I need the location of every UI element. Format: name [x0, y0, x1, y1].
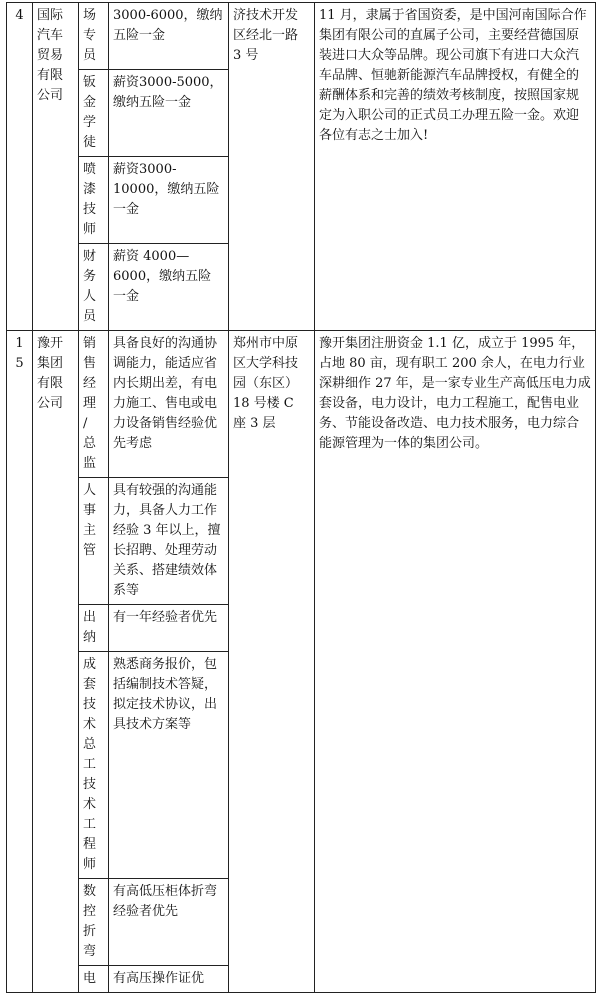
company-description: 11 月，隶属于省国资委，是中国河南国际合作集团有限公司的直属子公司，主要经营德国原装进口大众等品牌。现公司旗下有进口大众汽车品牌、恒驰新能源汽车品牌授权，有健全的薪酬体系和完善的绩效考核制度，按照国家规定为入职公司的正式员工办理五险一金。欢迎各位有志之士加入! — [315, 3, 596, 331]
position-title: 电 — [79, 966, 109, 993]
table-row — [7, 331, 596, 478]
row-number: 4 — [7, 3, 33, 331]
recruitment-table — [6, 2, 596, 993]
position-title: 人事主管 — [79, 478, 109, 605]
position-requirement: 具有较强的沟通能力，具备人力工作经验 3 年以上，擅长招聘、处理劳动关系、搭建绩效体系等 — [109, 478, 229, 605]
company-address: 郑州市中原区大学科技园（东区）18 号楼 C 座 3 层 — [229, 331, 315, 993]
position-title: 出纳 — [79, 605, 109, 652]
position-requirement: 有高低压柜体折弯经验者优先 — [109, 879, 229, 966]
company-name: 豫开集团有限公司 — [33, 331, 79, 993]
position-requirement: 薪资 4000—6000，缴纳五险一金 — [109, 244, 229, 331]
position-requirement: 具备良好的沟通协调能力，能适应省内长期出差，有电力施工、售电或电力设备销售经验优先考虑 — [109, 331, 229, 478]
position-requirement: 熟悉商务报价，包括编制技术答疑，拟定技术协议，出具技术方案等 — [109, 652, 229, 879]
position-title: 销售经理/总监 — [79, 331, 109, 478]
position-requirement: 薪资3000-5000，缴纳五险一金 — [109, 70, 229, 157]
company-name: 国际汽车贸易有限公司 — [33, 3, 79, 331]
position-title: 钣金学徒 — [79, 70, 109, 157]
position-requirement: 有一年经验者优先 — [109, 605, 229, 652]
position-requirement: 3000-6000，缴纳五险一金 — [109, 3, 229, 70]
position-requirement: 薪资3000-10000，缴纳五险一金 — [109, 157, 229, 244]
table-row — [7, 3, 596, 70]
position-title: 喷漆技师 — [79, 157, 109, 244]
company-description: 豫开集团注册资金 1.1 亿，成立于 1995 年，占地 80 亩，现有职工 200 余人，在电力行业深耕细作 27 年，是一家专业生产高低压电力成套设备，电力设计，电力工程施工，配售电业务、节能设备改造、电力技术服务，电力综合能源管理为一体的集团公司。 — [315, 331, 596, 993]
position-requirement: 有高压操作证优 — [109, 966, 229, 993]
row-number: 15 — [7, 331, 33, 993]
position-title: 数控折弯 — [79, 879, 109, 966]
position-title: 场专员 — [79, 3, 109, 70]
company-address: 济技术开发区经北一路 3 号 — [229, 3, 315, 331]
position-title: 成套技术总工技术工程师 — [79, 652, 109, 879]
position-title: 财务人员 — [79, 244, 109, 331]
